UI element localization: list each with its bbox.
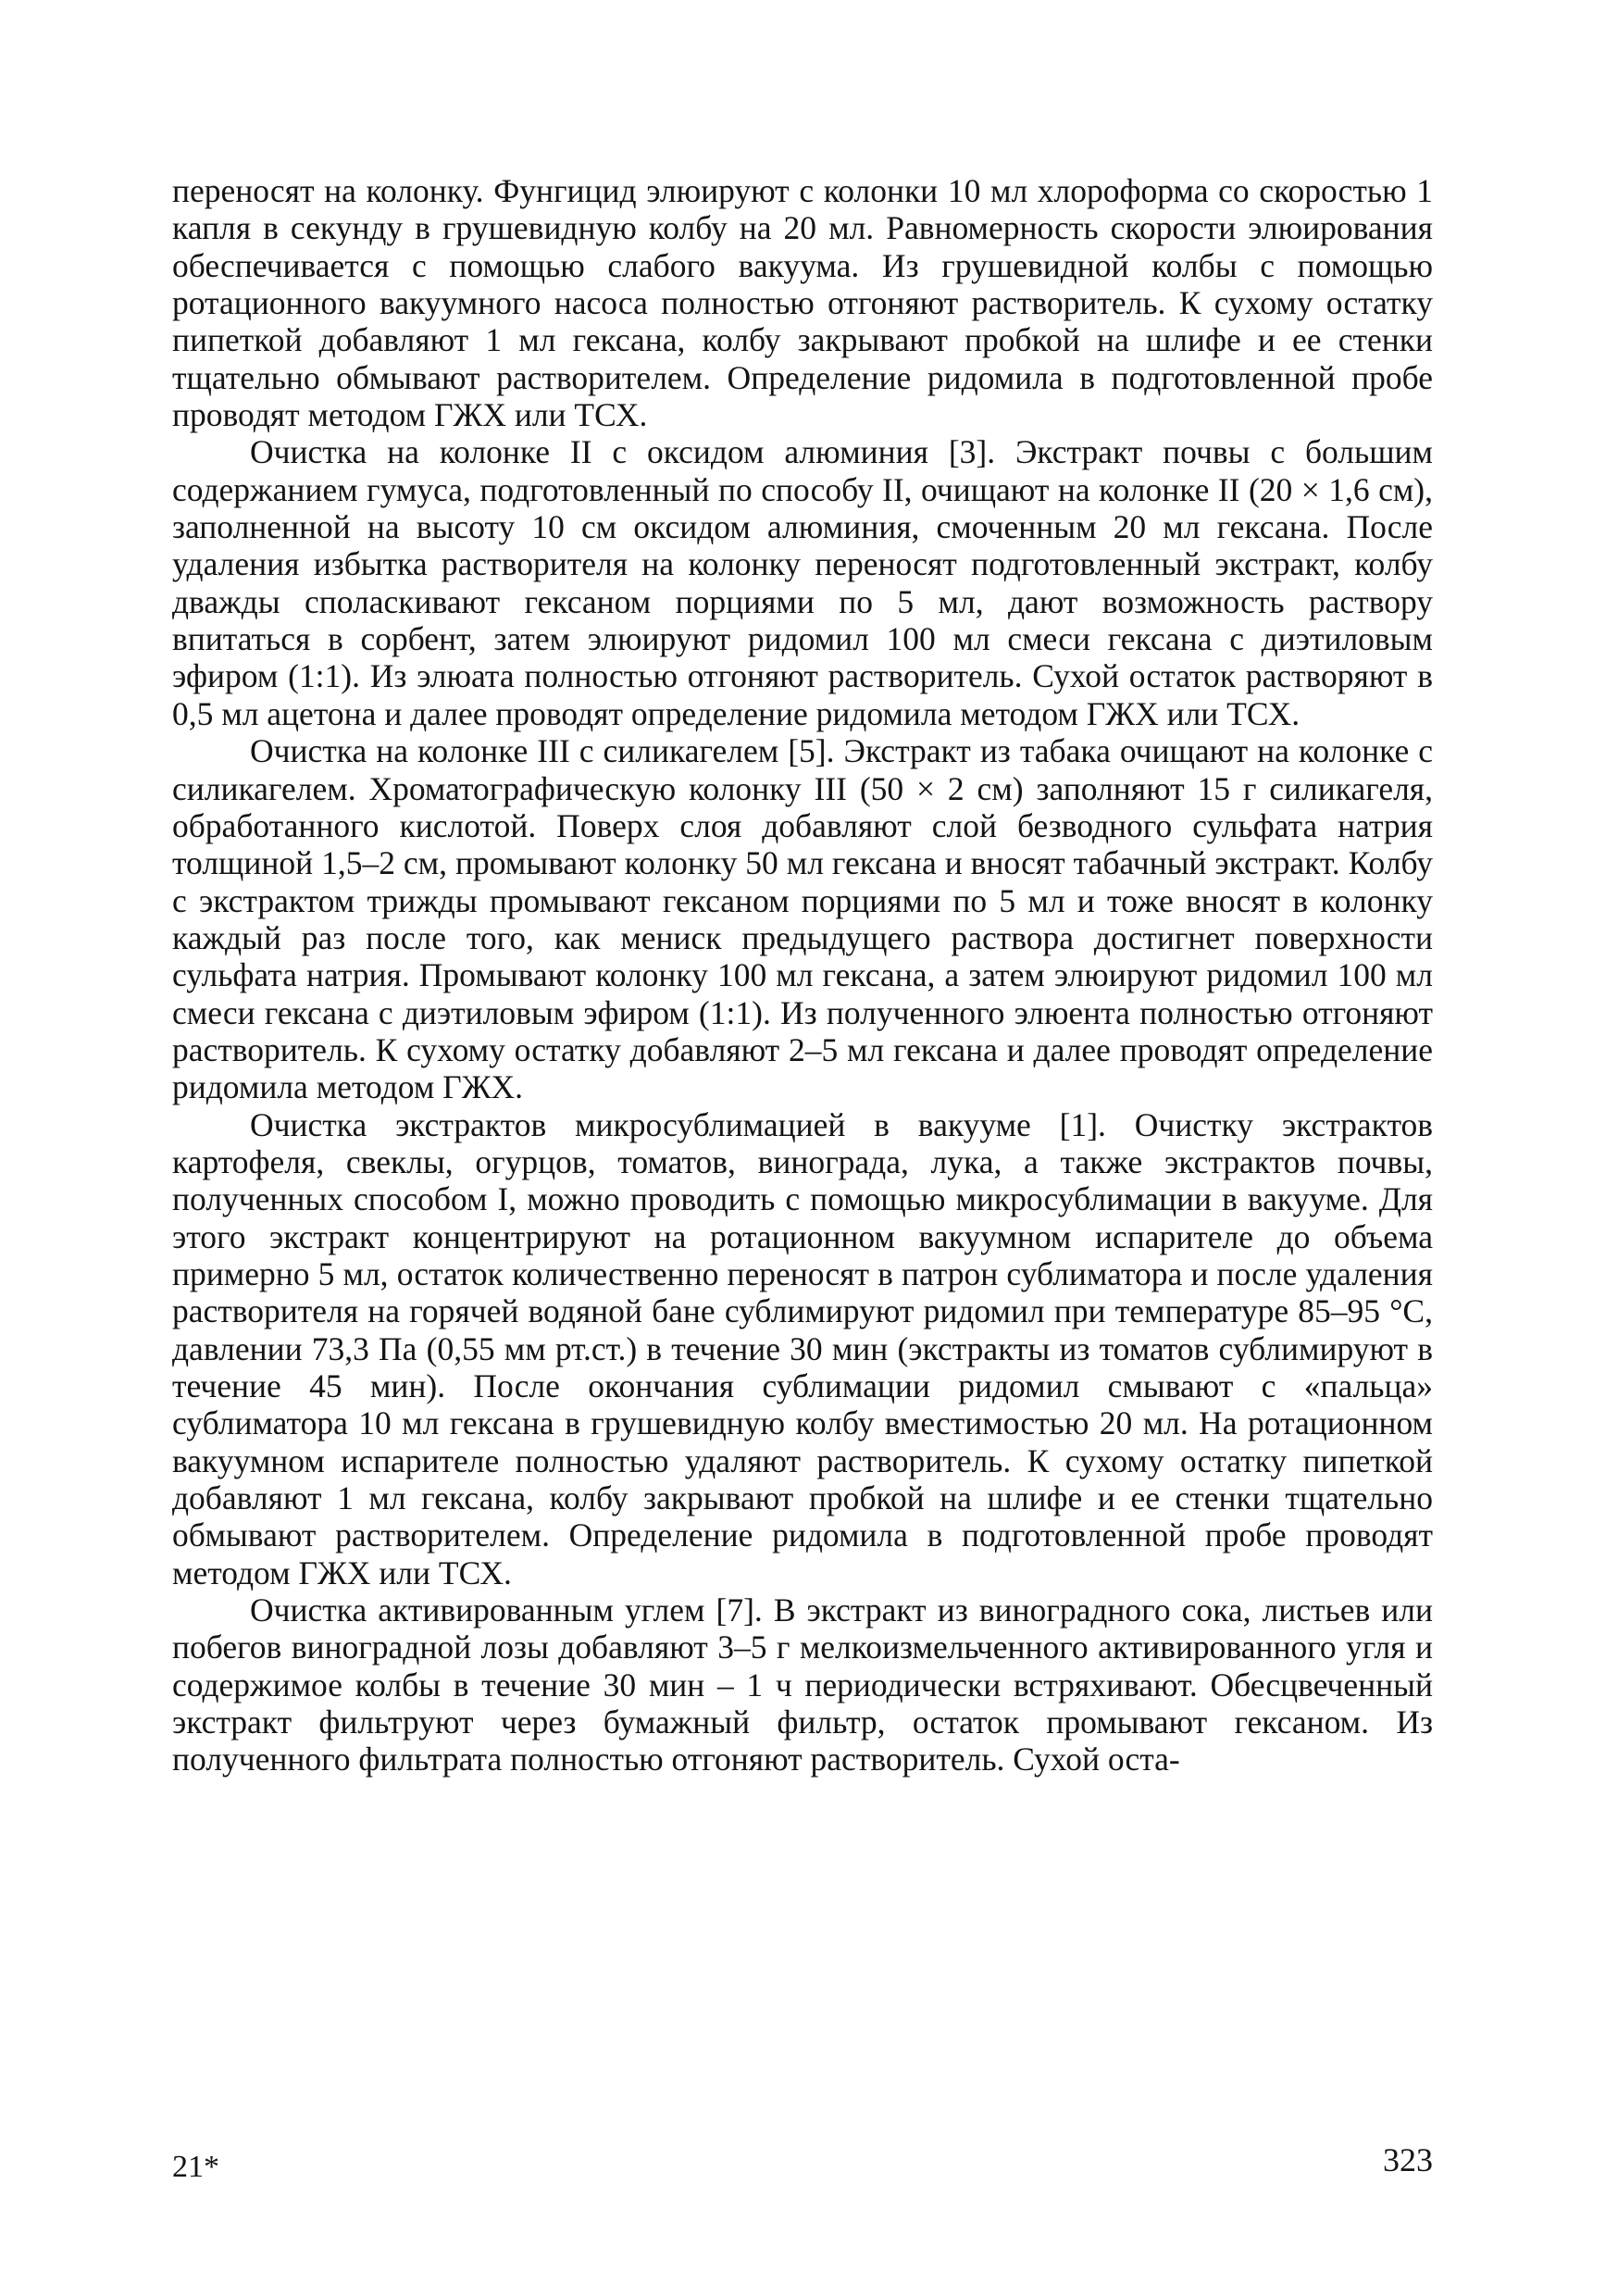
printer-signature-mark: 21*: [172, 2150, 219, 2184]
page-number: 323: [1383, 2141, 1433, 2178]
paragraph-activated-carbon: Очистка активированным углем [7]. В экстракт из виноградного сока, листьев или побегов виноградной лозы добавляют 3–5 г мелкоизмельченного активированного угля и содержимое колбы в течение 30 мин – 1 ч периодически встряхивают. Обесцвеченный экстракт фильтруют через бумажный фильтр, остаток промывают гексаном. Из полученного фильтрата полностью отгоняют растворитель. Сухой оста-: [172, 1591, 1433, 1778]
paragraph-microsublimation: Очистка экстрактов микросублимацией в вакууме [1]. Очистку экстрактов картофеля, свеклы, огурцов, томатов, винограда, лука, а также экстрактов почвы, полученных способом I, можно проводить с помощью микросублимации в вакууме. Для этого экстракт концентрируют на ротационном вакуумном испарителе до объема примерно 5 мл, остаток количественно переносят в патрон сублиматора и после удаления растворителя на горячей водяной бане сублимируют ридомил при температуре 85–95 °С, давлении 73,3 Па (0,55 мм рт.ст.) в течение 30 мин (экстракты из томатов сублимируют в течение 45 мин). После окончания сублимации ридомил смывают с «пальца» сублиматора 10 мл гексана в грушевидную колбу вместимостью 20 мл. На ротационном вакуумном испарителе полностью удаляют растворитель. К сухому остатку пипеткой добавляют 1 мл гексана, колбу закрывают пробкой на шлифе и ее стенки тщательно обмывают растворителем. Определение ридомила в подготовленной пробе проводят методом ГЖХ или ТСХ.: [172, 1105, 1433, 1591]
paragraph-continuation: переносят на колонку. Фунгицид элюируют с колонки 10 мл хлороформа со скоростью 1 капля в секунду в грушевидную колбу на 20 мл. Равномерность скорости элюирования обеспечивается с помощью слабого вакуума. Из грушевидной колбы с помощью ротационного вакуумного насоса полностью отгоняют растворитель. К сухому остатку пипеткой добавляют 1 мл гексана, колбу закрывают пробкой на шлифе и ее стенки тщательно обмывают растворителем. Определение ридомила в подготовленной пробе проводят методом ГЖХ или ТСХ.: [172, 172, 1433, 434]
paragraph-silica-column: Очистка на колонке III с силикагелем [5]. Экстракт из табака очищают на колонке с силикагелем. Хроматографическую колонку III (50 × 2 см) заполняют 15 г силикагеля, обработанного кислотой. Поверх слоя добавляют слой безводного сульфата натрия толщиной 1,5–2 см, промывают колонку 50 мл гексана и вносят табачный экстракт. Колбу с экстрактом трижды промывают гексаном порциями по 5 мл и тоже вносят в колонку каждый раз после того, как мениск предыдущего раствора достигнет поверхности сульфата натрия. Промывают колонку 100 мл гексана, а затем элюируют ридомил 100 мл смеси гексана с диэтиловым эфиром (1:1). Из полученного элюента полностью отгоняют растворитель. К сухому остатку добавляют 2–5 мл гексана и далее проводят определение ридомила методом ГЖХ.: [172, 732, 1433, 1106]
body-text: [172, 172, 1433, 1778]
paragraph-alumina-column: Очистка на колонке II с оксидом алюминия [3]. Экстракт почвы с большим содержанием гумуса, подготовленный по способу II, очищают на колонке II (20 × 1,6 см), заполненной на высоту 10 см оксидом алюминия, смоченным 20 мл гексана. После удаления избытка растворителя на колонку переносят подготовленный экстракт, колбу дважды споласкивают гексаном порциями по 5 мл, дают возможность раствору впитаться в сорбент, затем элюируют ридомил 100 мл смеси гексана с диэтиловым эфиром (1:1). Из элюата полностью отгоняют растворитель. Сухой остаток растворяют в 0,5 мл ацетона и далее проводят определение ридомила методом ГЖХ или ТСХ.: [172, 433, 1433, 732]
page-footer: [172, 2140, 1433, 2187]
